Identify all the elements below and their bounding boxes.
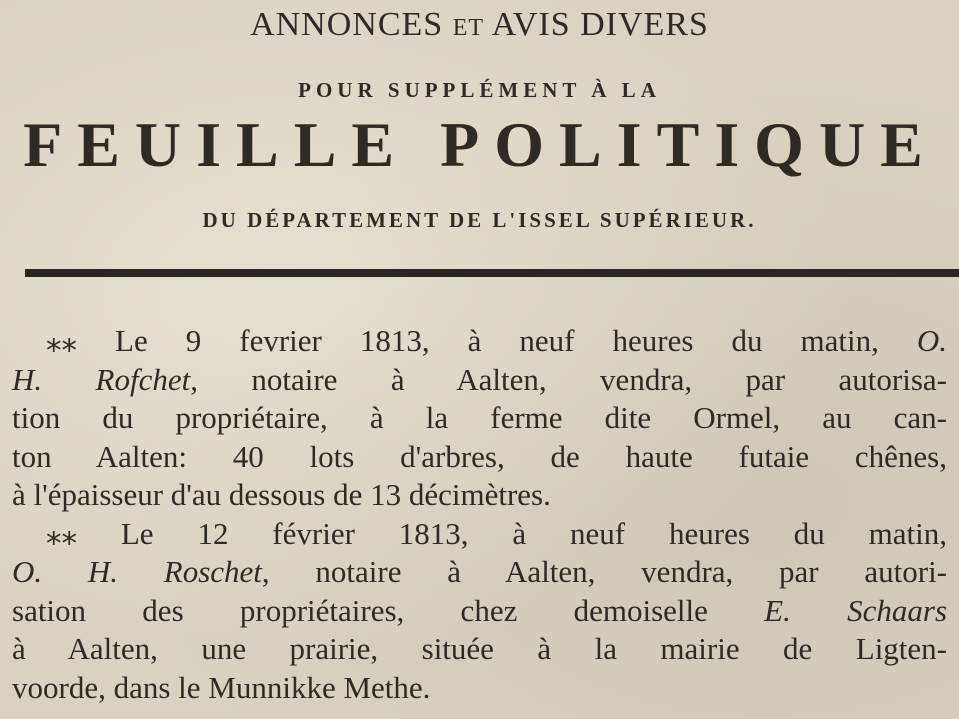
notice-line <box>12 361 947 400</box>
italic-name: O. H. Roschet <box>12 554 262 589</box>
text-segment: à Aalten, une prairie, située à la mairie de Ligten- <box>12 631 947 666</box>
text-segment: ⁎⁎ Le 12 février 1813, à neuf heures du matin, <box>46 515 947 551</box>
masthead: FEUILLE POLITIQUE <box>23 109 938 180</box>
text-segment: voorde, dans le Munnikke Methe. <box>12 669 431 705</box>
header-subtitle: POUR SUPPLÉMENT À LA <box>298 78 661 102</box>
header-title <box>0 6 959 44</box>
text-segment: à l'épaisseur d'au dessous de 13 décimètres. <box>12 477 551 512</box>
notice-line <box>12 515 947 554</box>
text-segment: , notaire à Aalten, vendra, par autorisa- <box>190 361 947 397</box>
italic-name: E. Schaars <box>764 592 948 628</box>
divider-rule <box>25 269 959 277</box>
notice-line <box>12 322 947 361</box>
title-word: ET <box>452 15 485 41</box>
notice-line <box>12 476 947 515</box>
title-word: AVIS DIVERS <box>491 6 709 43</box>
text-segment: ⁎⁎ Le 9 fevrier 1813, à neuf heures du matin, <box>46 323 917 358</box>
text-segment: ton Aalten: 40 lots d'arbres, de haute futaie chênes, <box>12 438 947 474</box>
text-segment: , notaire à Aalten, vendra, par autori- <box>261 554 947 589</box>
text-segment: tion du propriétaire, à la ferme dite Ormel, au can- <box>12 400 947 435</box>
notice-line <box>12 630 947 669</box>
notices-body <box>12 322 947 707</box>
department-line: DU DÉPARTEMENT DE L'ISSEL SUPÉRIEUR. <box>202 208 757 232</box>
text-segment: sation des propriétaires, chez demoiselle <box>12 592 765 628</box>
notice-line <box>12 399 947 438</box>
italic-name: O. <box>916 323 947 358</box>
notice-line <box>12 553 947 592</box>
notice-line <box>12 669 947 708</box>
notice-line <box>12 438 947 477</box>
notice-line <box>12 592 947 631</box>
title-word: ANNONCES <box>250 6 444 43</box>
italic-name: H. Rofchet <box>12 361 191 397</box>
